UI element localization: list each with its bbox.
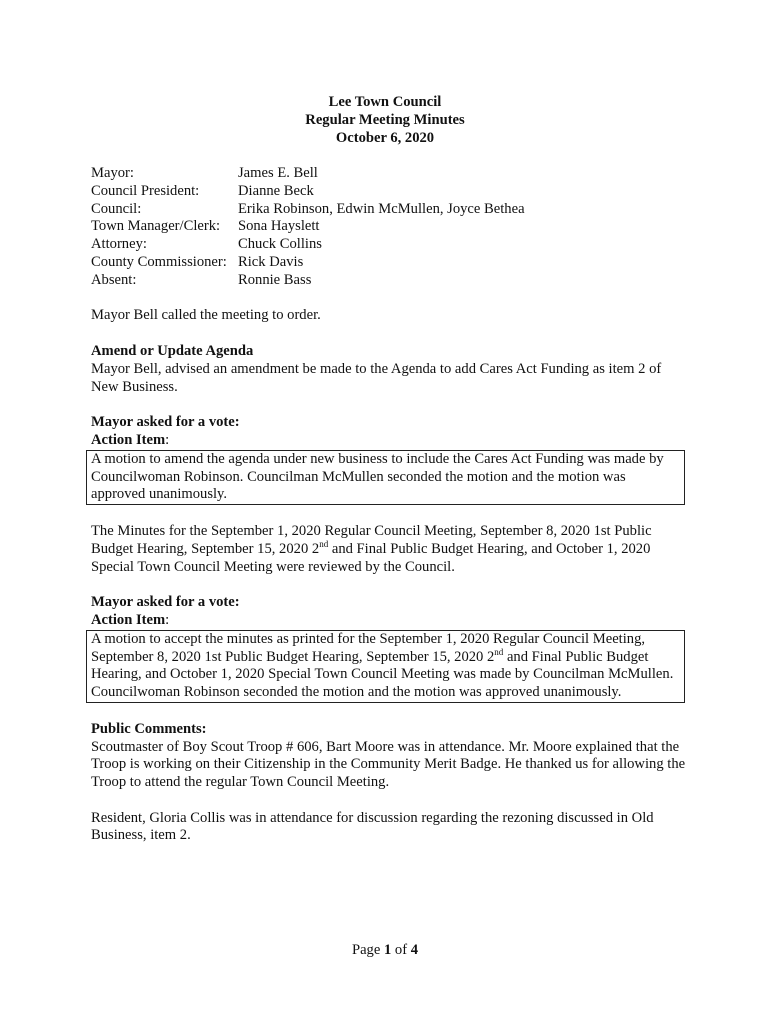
title-block bbox=[0, 94, 770, 147]
roster-role: Attorney: bbox=[91, 236, 147, 253]
roster-name: Ronnie Bass bbox=[238, 271, 312, 288]
roster-role: Town Manager/Clerk: bbox=[91, 218, 221, 235]
action-item-label: Action Item bbox=[91, 611, 166, 628]
page-footer: Page 1 of 4 bbox=[351, 942, 419, 958]
roster-name: Dianne Beck bbox=[238, 182, 314, 199]
public-comment-resident: Resident, Gloria Collis was in attendance for discussion regarding the rezoning discussed in Old Business, item 2. bbox=[91, 809, 654, 844]
action-item-label: Action Item bbox=[91, 431, 166, 448]
roster-role: Mayor: bbox=[91, 165, 134, 181]
roster-role: Council President: bbox=[91, 182, 200, 199]
document-type: Regular Meeting Minutes bbox=[305, 111, 465, 128]
vote2-motion-box: A motion to accept the minutes as printed for the September 1, 2020 Regular Council Meeting, September 8, 2020 1st Public Budget Hearing, September 15, 2020 2nd and Final Public Budget Hearing, and October 1, 2020 Special Town Council Meeting was made by Councilman McMullen. Councilwoman Robinson seconded the motion and the motion was approved unanimously. bbox=[86, 630, 685, 703]
roster-name: Erika Robinson, Edwin McMullen, Joyce Bethea bbox=[238, 200, 525, 217]
attendance-roster bbox=[91, 165, 686, 290]
roster-role: Council: bbox=[91, 200, 142, 217]
current-page-number: 1 bbox=[383, 942, 392, 958]
minutes-review: The Minutes for the September 1, 2020 Regular Council Meeting, September 8, 2020 1st Public Budget Hearing, September 15, 2020 2nd and Final Public Budget Hearing, and October 1, 2020 Special Town Council Meeting were reviewed by the Council. bbox=[91, 522, 652, 575]
roster-name: James E. Bell bbox=[238, 165, 318, 181]
amend-agenda-heading: Amend or Update Agenda bbox=[91, 342, 254, 359]
public-comments-heading: Public Comments: bbox=[91, 720, 207, 737]
total-page-count: 4 bbox=[410, 942, 419, 958]
meeting-date: October 6, 2020 bbox=[335, 129, 435, 146]
roster-role: County Commissioner: bbox=[91, 253, 227, 270]
amend-agenda-text: Mayor Bell, advised an amendment be made to the Agenda to add Cares Act Funding as item 2 of New Business. bbox=[91, 360, 662, 395]
roster-name: Chuck Collins bbox=[238, 236, 322, 253]
vote2-heading: Mayor asked for a vote: bbox=[91, 594, 240, 611]
roster-role: Absent: bbox=[91, 271, 137, 288]
minutes-body bbox=[91, 165, 686, 845]
vote1-heading: Mayor asked for a vote: bbox=[91, 414, 240, 431]
roster-name: Rick Davis bbox=[238, 253, 304, 270]
public-comment-scoutmaster: Scoutmaster of Boy Scout Troop # 606, Bart Moore was in attendance. Mr. Moore explained that the Troop is working on their Citizenship in the Community Merit Badge. He thanked us for allowing the Troop to attend the regular Town Council Meeting. bbox=[91, 738, 686, 791]
vote2-action-item: Action Item: bbox=[91, 611, 170, 628]
vote1-motion-box: A motion to amend the agenda under new business to include the Cares Act Funding was made by Councilwoman Robinson. Councilman McMullen seconded the motion and the motion was approved unanimously. bbox=[86, 450, 685, 505]
org-title: Lee Town Council bbox=[328, 94, 442, 110]
call-to-order: Mayor Bell called the meeting to order. bbox=[91, 307, 321, 324]
roster-name: Sona Hayslett bbox=[238, 218, 320, 235]
vote1-action-item: Action Item: bbox=[91, 431, 170, 448]
